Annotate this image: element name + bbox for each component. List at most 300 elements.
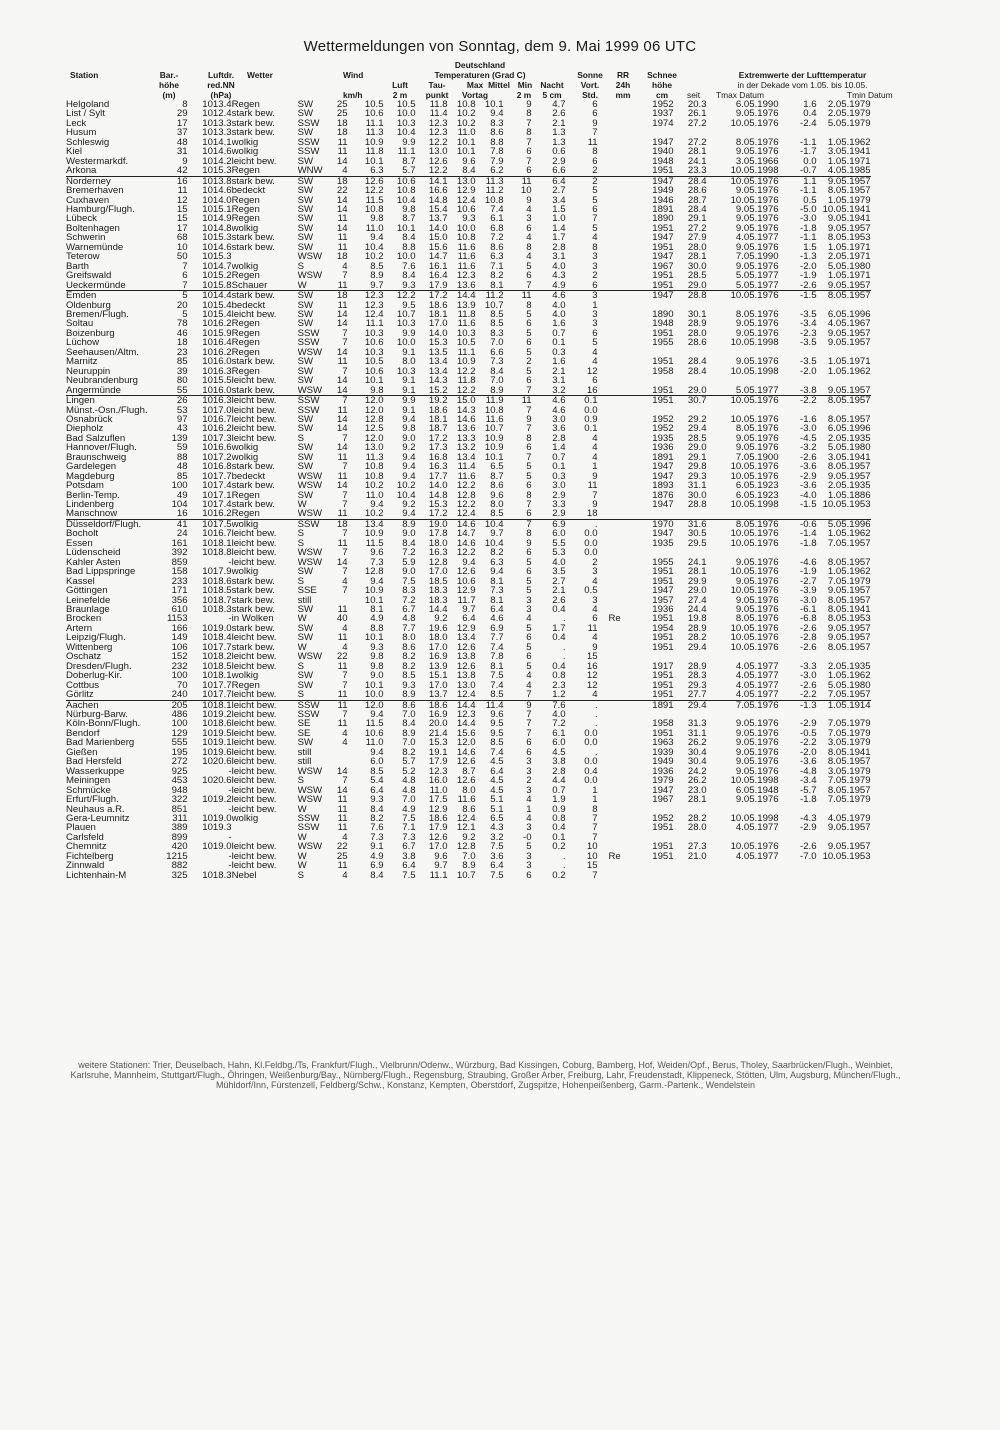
weather [232,823,298,832]
extreme-tmax: 28.4 [687,204,707,215]
temp-mean: 11.6 [457,261,476,272]
temp-min: 6.4 [490,766,504,777]
extreme-tmin: -2.0 [800,261,817,272]
since-year: 1947 [652,233,674,243]
extreme-tmin-date: 1.05.1914 [817,700,871,710]
barometer-height: 1153 [166,614,188,624]
temp-air: 8.1 [370,605,384,615]
header-max-1: Max [466,80,484,90]
since-year: 1951 [652,728,674,739]
temp-min: 7.0 [490,338,504,348]
barometer-height: 43 [176,424,188,434]
temp-air: 12.0 [348,396,384,406]
temp-air: 10.1 [364,156,384,167]
snow-depth [598,861,632,870]
extreme-tmin: -3.5 [800,357,817,367]
temp-max: 17.0 [428,319,448,329]
temp-max: 13.5 [428,347,448,358]
temp-5cm: 11 [504,176,532,186]
sunshine: 4.0 [552,710,566,720]
wind-speed: 7 [342,529,348,539]
sunshine: 0.3 [552,471,566,482]
temp-air: 12.8 [364,567,384,577]
wind-speed: 7 [342,671,348,681]
precipitation: 0.0 [584,548,598,558]
snow-depth [598,186,632,195]
extreme-tmin-date: 1.05.1962 [827,137,871,148]
temp-max: 15.4 [428,204,448,215]
weather: Schauer [231,280,268,291]
station-name: Görlitz [66,690,94,701]
table-row [66,548,871,557]
temp-min: 7.0 [490,376,504,386]
temp-max: 19.2 [416,396,448,406]
extreme-tmax: 28.3 [687,671,707,681]
dewpoint: 8.0 [402,357,416,367]
barometer-height: 453 [171,776,188,786]
extreme-tmin: -2.2 [800,690,817,701]
temp-5cm: 8 [526,109,532,119]
since-year: 1952 [652,424,674,434]
barometer-height: 42 [176,166,188,177]
since-year [632,652,674,661]
precipitation: 6 [592,109,598,119]
temp-5cm: 5 [526,261,532,272]
weather: wolkig [231,452,259,463]
barometer-height: 10 [176,242,188,253]
extreme-tmin-date: 1.05.1971 [827,271,871,281]
wind-direction: SW [297,605,314,615]
sunshine: 7.2 [552,719,566,729]
wind-speed: 11 [337,690,348,701]
pressure: 1014.6 [202,242,232,253]
weather: leicht bew. [232,396,298,406]
temp-mean: 10.2 [456,118,476,129]
wind-direction: SW [297,443,314,453]
since-year: 1951 [652,242,674,253]
table-row [66,348,871,357]
table-row [66,434,871,443]
temp-mean: 9.4 [462,557,476,568]
temp-max: 15.3 [428,500,448,510]
extreme-tmax-date: 10.05.1976 [730,642,779,653]
extreme-tmin-date: 1.05.1962 [827,366,871,377]
pressure: 1020.6 [202,776,232,786]
dewpoint: 9.4 [402,414,416,425]
temp-mean: 12.2 [456,500,476,510]
extreme-tmax: 28.6 [687,186,707,196]
extreme-tmax-date: 4.05.1977 [735,671,779,681]
precipitation: 0.9 [584,414,598,425]
dewpoint: 9.0 [402,529,416,539]
sunshine: 0.8 [552,671,566,681]
temp-max: 14.0 [428,223,448,234]
sunshine: 0.1 [552,832,566,843]
weather: Regen [231,214,260,224]
temp-min: 5.1 [490,795,504,805]
pressure: 1018.7 [202,595,232,606]
weather: leicht bew. [231,851,277,862]
extreme-tmax-date: 10.05.1998 [730,166,779,177]
dewpoint: 8.2 [402,652,416,662]
temp-mean: 6.4 [462,614,476,624]
table-row [66,453,871,462]
dewpoint: 9.0 [402,567,416,577]
sunshine: 2.8 [552,242,566,253]
table-row [66,795,871,804]
table-row [66,624,871,633]
dewpoint: 9.1 [402,385,416,396]
wind-direction: WSW [297,271,323,281]
temp-max: 15.3 [428,338,448,348]
dewpoint: 8.6 [384,700,416,710]
table-row [66,738,871,747]
temp-air: 13.4 [348,519,384,529]
pressure: 1015.3 [202,166,232,177]
extreme-tmin-date: 7.05.1957 [827,538,871,549]
precipitation: 6 [592,614,598,624]
station-name: Oschatz [66,652,102,662]
station-name: Aachen [66,700,148,710]
table-row [66,776,871,785]
extreme-tmin-date: 7.05.1979 [827,776,871,786]
table-row [66,109,871,118]
precipitation: 10 [586,851,598,862]
temp-5cm: 4 [526,614,532,624]
extreme-tmin [779,805,817,814]
weather: wolkig [232,519,298,529]
temp-air: 10.9 [364,529,384,539]
temp-min: 8.6 [490,128,504,138]
precipitation: 3 [592,595,598,606]
header-luftdr-3: (hPa) [210,90,232,100]
dewpoint: 7.7 [402,623,416,634]
extreme-tmax: 30.5 [687,529,707,539]
wind-speed: 11 [337,242,348,253]
extreme-tmax: 30.7 [674,396,707,406]
extreme-tmin [779,348,817,357]
page-title: Wettermeldungen von Sonntag, dem 9. Mai 1999 06 UTC [303,38,697,55]
temp-5cm: 5 [526,471,532,482]
temp-mean: 14.7 [456,529,476,539]
extreme-tmax-date: 9.05.1976 [735,757,779,767]
since-year [632,710,674,719]
temp-air: 9.4 [370,576,384,587]
wind-speed: 18 [326,176,348,186]
extreme-tmax: 29.0 [687,385,707,396]
barometer-height: 29 [176,109,188,119]
temp-air: 10.2 [364,252,384,262]
weather: stark bew. [232,291,298,301]
weather-table [66,100,871,880]
barometer-height: 925 [171,766,188,777]
temp-air: 10.1 [364,595,384,606]
sunshine: . [562,642,566,653]
sunshine: 4.0 [552,261,566,272]
since-year: 1947 [652,462,674,472]
extreme-tmax: 28.4 [687,366,707,377]
extreme-tmax [674,710,707,719]
station-name: Gießen [66,747,98,758]
since-year: 1947 [652,471,674,482]
temp-air: 9.8 [370,385,384,396]
temp-max: 12.2 [428,166,448,177]
barometer-height: 233 [171,576,188,587]
temp-air: 9.8 [370,652,384,662]
wind-speed: 18 [326,291,348,301]
temp-air: 6.9 [370,861,384,871]
extreme-tmax-date: 10.05.1976 [730,118,779,129]
barometer-height: 129 [171,728,188,739]
extreme-tmax-date: 8.05.1976 [707,519,779,529]
sunshine: 4.0 [552,557,566,568]
barometer-height: 24 [176,529,188,539]
wind-speed: 11 [337,538,348,549]
extreme-tmin-date: 8.05.1941 [827,605,871,615]
extreme-tmax: 29.4 [687,642,707,653]
dewpoint: 8.2 [402,661,416,672]
since-year: 1951 [652,823,674,833]
since-year: 1876 [652,490,674,501]
temp-mean: 9.6 [462,156,476,167]
temp-5cm: 5 [526,557,532,568]
dewpoint: 8.7 [402,214,416,224]
dewpoint: 7.1 [402,823,416,833]
header-wind: Wind [343,70,364,80]
temp-air: 12.3 [364,300,384,310]
barometer-height: 80 [176,376,188,386]
station-name: Warnemünde [66,242,124,253]
extreme-tmin [779,710,817,719]
barometer-height: 46 [176,328,188,339]
temp-max: 9.7 [434,861,448,871]
since-year: 1951 [652,851,674,862]
header-nacht-1: Nacht [540,80,564,90]
extreme-tmax-date: 9.05.1976 [735,109,779,119]
temp-max: 11.1 [429,870,448,881]
station-name: Lingen [66,396,148,406]
extreme-tmin-date [817,406,871,415]
weather: Regen [231,338,260,348]
snow-depth [598,643,632,652]
wind-speed: 7 [342,328,348,339]
precipitation: 4 [592,576,598,587]
sunshine: 3.4 [552,195,566,205]
dewpoint: 10.3 [396,319,416,329]
temp-mean: 12.9 [456,186,476,196]
snow-depth [598,481,632,490]
precipitation: 12 [586,671,598,681]
snow-depth [598,652,632,661]
station-name: Bad Salzuflen [66,433,126,444]
barometer-height: 882 [171,861,188,871]
extreme-tmax: 28.9 [687,319,707,329]
barometer-height: 486 [171,710,188,720]
header-sonne-1: Sonne [577,70,603,80]
extreme-tmin-date [817,128,871,137]
temp-min: 9.5 [490,728,504,739]
table-row [66,224,871,233]
temp-min: 8.2 [490,548,504,558]
snow-depth [598,795,632,804]
header-sonne-3: Std. [582,90,598,100]
temp-air: 9.4 [370,747,384,758]
snow-depth [598,710,632,719]
extreme-tmax: 26.1 [687,109,707,119]
temp-mean: 8.9 [462,861,476,871]
temp-5cm: 4 [526,204,532,215]
sunshine: 2.1 [552,366,566,377]
extreme-tmax-date: 9.05.1976 [735,261,779,272]
since-year: 1952 [652,414,674,425]
temp-mean: 12.4 [456,195,476,205]
snow-depth [598,406,632,415]
pressure: 1015.9 [202,328,232,339]
station-name: Cottbus [66,680,100,691]
extreme-tmin: -2.9 [800,823,817,833]
barometer-height: 100 [171,481,188,491]
extreme-tmin: -5.0 [800,204,817,215]
weather: stark bew. [231,642,275,653]
temp-air: 11.0 [365,223,384,234]
temp-min: 7.7 [490,633,504,643]
table-row [66,814,871,823]
barometer-height: 85 [176,471,188,482]
header-deutschland: Deutschland [454,60,506,70]
sunshine: 2.8 [552,766,566,777]
wind-direction: SW [297,357,314,367]
wind-speed: 14 [336,376,348,386]
snow-depth [598,443,632,452]
extreme-tmax-date: 4.05.1977 [735,233,779,243]
extreme-tmax [674,652,707,661]
extreme-tmax: 28.5 [687,433,707,444]
temp-mean: 13.4 [456,452,476,463]
temp-mean: 10.5 [456,338,476,348]
precipitation: 9 [592,118,598,129]
extreme-tmin-date: 2.05.1935 [827,433,871,444]
pressure: 1016.0 [202,357,232,367]
wind-speed: 11 [337,795,348,805]
dewpoint: 10.4 [396,195,416,205]
table-row [66,176,871,186]
dewpoint: 8.8 [402,242,416,253]
station-name: Nürburg-Barw. [66,710,128,720]
dewpoint: 7.0 [402,710,416,720]
temp-mean: 10.6 [456,204,476,215]
extreme-tmin-date: 6.05.1996 [827,424,871,434]
header-bar-hoehe-1: Bar.- [159,70,179,80]
temp-max: 12.3 [428,128,448,138]
extreme-tmin-date: 9.05.1957 [827,586,871,596]
temp-min: 8.5 [490,509,504,520]
since-year: 1947 [652,252,674,262]
wind-direction: W [297,280,307,291]
snow-depth [598,357,632,366]
wind-direction: SW [297,623,314,634]
extreme-tmin-date: 8.05.1957 [827,414,871,425]
station-name: Marnitz [66,357,98,367]
dewpoint: 9.3 [402,280,416,291]
extreme-tmax: 28.2 [687,813,707,824]
snow-depth [598,138,632,147]
extreme-tmin-date: 9.05.1957 [817,176,871,186]
table-row [66,396,871,406]
temp-mean: 12.6 [456,661,476,672]
precipitation: 3 [592,261,598,272]
station-name: Helgoland [66,100,110,110]
wind-direction: SW [297,128,314,138]
dewpoint: 9.0 [402,433,416,444]
table-row [66,700,871,710]
dewpoint: 5.9 [402,557,416,568]
temp-mean: 12.2 [456,548,476,558]
extreme-tmin: 1.5 [803,242,817,253]
wind-direction: S [297,538,304,549]
since-year: 1947 [652,137,674,148]
station-name: Ueckermünde [66,280,126,291]
dewpoint: 4.8 [402,614,416,624]
extreme-tmin: -2.6 [800,280,817,291]
since-year: 1935 [652,538,674,549]
sunshine: 4.6 [552,405,566,415]
wind-speed: 14 [336,443,348,453]
since-year: 1951 [652,280,674,291]
wind-speed: 7 [342,586,348,596]
since-year: 1947 [632,176,674,186]
dewpoint: 8.6 [402,642,416,653]
station-name: Oldenburg [66,300,111,310]
extreme-tmax: 29.0 [687,443,707,453]
wind-speed: 25 [336,100,348,110]
temp-min: 10.7 [484,424,504,434]
since-year: 1936 [652,766,674,777]
temp-min: 10.4 [476,519,504,529]
table-row [66,833,871,842]
wind-direction: SW [297,671,314,681]
temp-air: 12.0 [348,700,384,710]
precipitation: . [566,519,598,529]
temp-max: 18.6 [428,300,448,310]
since-year: 1967 [652,795,674,805]
header-extreme-sub: in der Dekade vom 1.05. bis 10.05. [737,80,868,90]
extreme-tmin-date: 10.05.1941 [822,204,871,215]
sunshine: 0.4 [552,633,566,643]
temp-mean: 15.0 [448,396,476,406]
wind-direction: SW [297,424,314,434]
extreme-tmax: 28.9 [687,623,707,634]
temp-mean: 13.9 [456,300,476,310]
sunshine: 1.6 [552,319,566,329]
since-year: 1951 [652,680,674,691]
extreme-tmin: -4.6 [800,557,817,568]
header-bar-hoehe-3: (m) [162,90,176,100]
extreme-tmax-date: 4.05.1977 [735,661,779,672]
extreme-tmin [779,406,817,415]
extreme-tmax-date: 9.05.1976 [735,795,779,805]
temp-5cm: 7 [526,719,532,729]
dewpoint: 4.8 [402,776,416,786]
temp-max: 13.9 [428,661,448,672]
weather: leicht bew. [231,405,277,415]
since-year: 1958 [652,719,674,729]
weather [232,252,298,261]
barometer-height: 152 [171,652,188,662]
station-name: Lübeck [66,214,97,224]
precipitation: 6 [592,280,598,291]
wind-speed: 7 [342,776,348,786]
since-year: 1947 [652,500,674,510]
